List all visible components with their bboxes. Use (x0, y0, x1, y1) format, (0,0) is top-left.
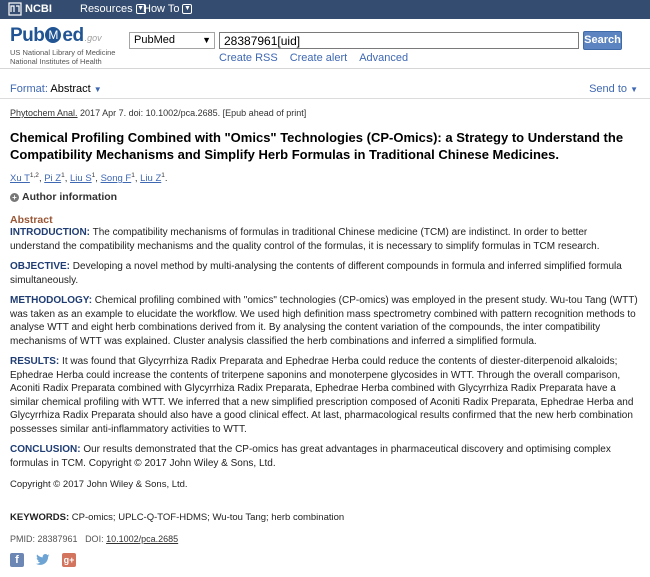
send-to-label: Send to (589, 83, 628, 95)
create-rss-link[interactable]: Create RSS (219, 52, 278, 64)
section-text: Our results demonstrated that the CP-omics has great advantages in pharmaceutical discovery and optimising complex formulas in TCM. Copyright © 2017 John Wiley & Sons, Ltd. (10, 444, 611, 469)
abstract-section (10, 443, 640, 470)
send-to-menu[interactable] (589, 83, 638, 95)
share-bar (10, 553, 76, 567)
citation-details: 2017 Apr 7. doi: 10.1002/pca.2685. [Epub ahead of print] (77, 108, 307, 118)
section-label: RESULTS: (10, 356, 60, 368)
format-value: Abstract (50, 83, 91, 95)
resources-menu[interactable] (80, 3, 146, 15)
doi-link[interactable]: 10.1002/pca.2685 (106, 534, 179, 545)
identifiers-line (10, 534, 640, 544)
twitter-icon[interactable] (36, 553, 50, 567)
section-label: OBJECTIVE: (10, 261, 71, 273)
ncbi-logo[interactable] (8, 2, 52, 16)
abstract-section (10, 226, 640, 253)
logo-m-badge: M (45, 27, 61, 43)
author-link[interactable]: Song F (100, 173, 132, 185)
doi-label: DOI: (85, 534, 107, 545)
advanced-search-link[interactable]: Advanced (359, 52, 409, 64)
create-alert-link[interactable]: Create alert (289, 52, 348, 64)
howto-menu[interactable] (143, 3, 192, 15)
chevron-down-icon: ▼ (202, 35, 211, 45)
author-affiliation-sup: 1 (91, 172, 96, 179)
search-header (0, 19, 650, 69)
googleplus-icon[interactable]: g+ (63, 555, 75, 565)
logo-ed: ed (62, 25, 84, 46)
section-label: CONCLUSION: (10, 444, 81, 456)
format-label: Format: (10, 83, 48, 95)
journal-link[interactable]: Phytochem Anal. (10, 108, 78, 118)
article-title: Chemical Profiling Combined with "Omics" Technologies (CP-Omics): a Strategy to Understand the Compatibility Mechanisms and Simplify Herb Formulas in Traditional Chinese Medicines. (10, 130, 624, 162)
caret-down-icon: ▼ (630, 85, 638, 94)
section-label: INTRODUCTION: (10, 227, 90, 239)
copyright-notice: Copyright © 2017 John Wiley & Sons, Ltd. (10, 479, 188, 491)
database-select[interactable] (129, 32, 215, 49)
format-bar (0, 79, 650, 99)
database-select-value: PubMed (134, 34, 175, 46)
plus-icon: + (10, 193, 19, 202)
author-link[interactable]: Pi Z (44, 173, 62, 185)
section-text: It was found that Glycyrrhiza Radix Preparata and Ephedrae Herba could reduce the contents of diester-diterpenoid alkaloids; Ephedrae Herba could increase the contents of triterpene saponins and monoterpene glycosides in WTT. Through the overall comparison, Aconiti Radix Preparata combined with Glycyrrhiza Radix Preparata, Ephedrae Herba combined with Glycyrrhiza Radix Preparata have a similar chemical profiling with WTT. We inferred that a new simplified prescription composed of Aconiti Radix Preparata, Ephedrae Herba and Glycyrrhiza Radix Preparata should also have a good clinical effect. At last, pharmacological results confirmed that the new herb combination possesses similar anti-inflammatory activities to WTT. (10, 356, 634, 435)
author-affiliation-sup: 1 (131, 172, 135, 179)
search-button[interactable]: Search (583, 31, 622, 50)
logo-pub: Pub (10, 25, 45, 46)
abstract-body (10, 226, 640, 470)
pmid-value: PMID: 28387961 (10, 534, 78, 545)
ncbi-top-bar (0, 0, 650, 19)
abstract-section (10, 294, 640, 348)
chevron-down-icon: ▼ (137, 5, 145, 12)
keywords-line (10, 512, 640, 523)
author-information-toggle[interactable] (10, 191, 640, 203)
author-link[interactable]: Liu Z (140, 173, 162, 185)
logo-gov: .gov (84, 33, 102, 43)
abstract-heading: Abstract (10, 214, 53, 227)
search-sublinks (219, 52, 408, 64)
pubmed-logo[interactable] (10, 25, 102, 47)
author-list: Xu T$^{1,2}$, Pi $Z^1$, Liu $S^1$, Song $F^1$, Liu $Z^1$. (10, 172, 168, 185)
author-affiliation-sup: 1 (61, 172, 65, 179)
resources-menu-label: Resources (80, 3, 133, 15)
author-link[interactable]: Liu S (70, 173, 92, 185)
author-affiliation-sup: 1,2 (29, 172, 39, 179)
logo-subtitle (10, 48, 115, 66)
author-affiliation-sup: 1 (161, 172, 165, 179)
author-information-label: Author information (22, 191, 118, 204)
citation-line (10, 108, 640, 118)
article-content (10, 108, 640, 544)
section-text: Chemical profiling combined with "omics" technologies (CP-omics) was employed in the present study. Wu-tou Tang (WTT) was taken as an example to elucidate the workflow. We used high definition mass spectrometry combined with pattern recognition methods to analyse WTT and eight herb combinations derived from it. By analysing the content variation of the compounds, the inter compatibility mechanisms of WTT was explained. Cluster analysis classified the herb combinations and inferred a simplified formula. (10, 295, 638, 347)
abstract-section (10, 260, 640, 287)
caret-down-icon: ▼ (93, 85, 102, 94)
format-selector[interactable] (10, 83, 102, 95)
search-input[interactable] (219, 32, 579, 49)
howto-menu-label: How To (143, 3, 180, 15)
keywords-list: CP-omics; UPLC-Q-TOF-HDMS; Wu-tou Tang; herb combination (69, 512, 345, 524)
section-text: The compatibility mechanisms of formulas in traditional Chinese medicine (TCM) are indistinct. In order to better understand the compatibility mechanisms and the quality control of the formulas, it is necessary to simplify formulas in TCM research. (10, 227, 600, 252)
author-link[interactable]: Xu T (10, 173, 30, 185)
logo-subtitle-line2: National Institutes of Health (10, 57, 102, 66)
keywords-label: KEYWORDS: (10, 512, 70, 524)
ncbi-logo-icon (8, 2, 22, 16)
abstract-section (10, 355, 640, 436)
logo-subtitle-line1: US National Library of Medicine (10, 48, 116, 57)
ncbi-brand: NCBI (25, 3, 52, 15)
section-label: METHODOLOGY: (10, 295, 93, 307)
section-text: Developing a novel method by multi-analysing the contents of different compounds in formula and inferred simplified formula simultaneously. (10, 261, 622, 286)
chevron-down-icon: ▼ (184, 5, 191, 12)
facebook-icon[interactable]: f (10, 553, 24, 567)
